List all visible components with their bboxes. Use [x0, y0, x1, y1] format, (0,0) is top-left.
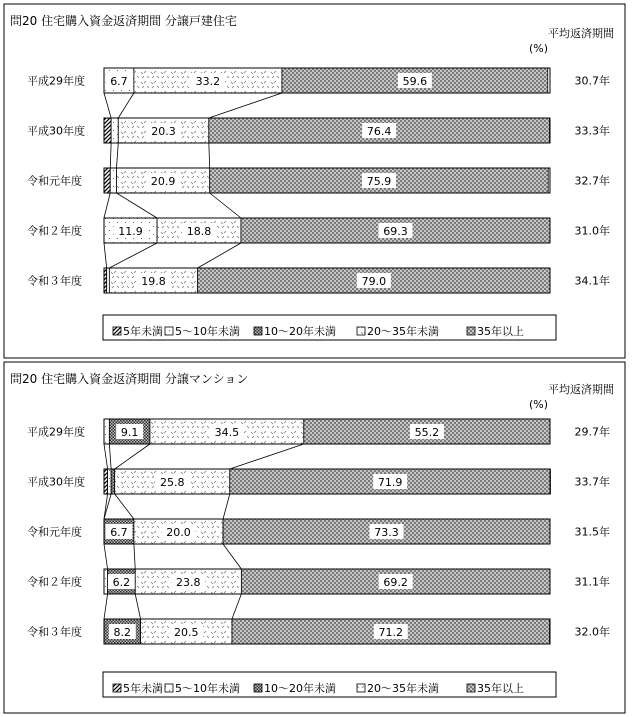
- connector-line: [135, 594, 140, 619]
- connector-line: [109, 243, 157, 268]
- bar-segment: [110, 168, 116, 193]
- legend-swatch: [467, 684, 475, 692]
- bar-segment: [107, 268, 110, 293]
- data-label: 9.1: [120, 426, 139, 439]
- legend-label: 5年未満: [123, 682, 163, 695]
- connector-line: [104, 93, 111, 118]
- legend-label: 10～20年未満: [264, 325, 336, 338]
- data-label: 8.2: [113, 626, 132, 639]
- connector-line: [116, 143, 118, 168]
- connector-line: [209, 143, 210, 168]
- connector-line: [115, 494, 134, 519]
- connector-line: [116, 193, 157, 218]
- average-value: 33.7年: [574, 475, 610, 489]
- legend-label: 20～35年未満: [367, 682, 439, 695]
- chart-title: 問20 住宅購入資金返済期間 分譲戸建住宅: [10, 14, 237, 28]
- average-value: 29.7年: [574, 425, 610, 439]
- category-label: 平成29年度: [27, 425, 85, 439]
- data-label: 23.8: [176, 576, 201, 589]
- bar-segment: [104, 118, 111, 143]
- average-value: 30.7年: [574, 74, 610, 88]
- connector-line: [115, 444, 150, 469]
- category-label: 令和元年度: [27, 174, 82, 188]
- legend-swatch: [467, 327, 475, 335]
- unit-label: (%): [528, 398, 548, 411]
- bar-segment: [104, 569, 108, 594]
- legend-swatch: [357, 684, 365, 692]
- connector-line: [109, 444, 111, 469]
- average-value: 34.1年: [574, 274, 610, 288]
- legend-swatch: [113, 684, 121, 692]
- connector-line: [223, 544, 241, 569]
- bar-segment: [111, 118, 118, 143]
- data-label: 73.3: [374, 526, 399, 539]
- legend-label: 35年以上: [477, 325, 524, 338]
- data-label: 18.8: [186, 225, 212, 238]
- connector-line: [104, 494, 111, 519]
- legend-swatch: [254, 684, 262, 692]
- average-header: 平均返済期間: [548, 27, 614, 40]
- bar-group: [27, 419, 610, 644]
- data-label: 55.2: [414, 426, 440, 439]
- legend-swatch: [165, 684, 173, 692]
- data-label: 71.9: [377, 476, 403, 489]
- average-value: 31.5年: [574, 525, 610, 539]
- category-label: 令和３年度: [27, 625, 82, 639]
- legend: [113, 681, 524, 695]
- data-label: 34.5: [214, 426, 240, 439]
- category-label: 令和２年度: [27, 575, 82, 589]
- data-label: 6.2: [112, 576, 131, 589]
- data-label: 19.8: [141, 275, 166, 288]
- data-label: 11.9: [118, 225, 143, 238]
- average-value: 31.1年: [574, 575, 610, 589]
- connector-line: [209, 93, 282, 118]
- connector-line: [232, 594, 241, 619]
- average-value: 32.7年: [574, 174, 610, 188]
- legend-swatch: [254, 327, 262, 335]
- data-label: 79.0: [361, 275, 387, 288]
- category-label: 令和２年度: [27, 224, 82, 238]
- average-value: 32.0年: [574, 625, 610, 639]
- category-label: 平成30年度: [27, 124, 85, 138]
- connector-line: [118, 93, 134, 118]
- category-label: 令和元年度: [27, 525, 82, 539]
- data-label: 69.2: [383, 576, 408, 589]
- connector-line: [223, 494, 230, 519]
- data-label: 75.9: [366, 175, 392, 188]
- connector-line: [104, 243, 107, 268]
- unit-label: (%): [528, 42, 548, 55]
- connector-line: [104, 544, 108, 569]
- bar-group: [27, 68, 610, 293]
- connector-line: [104, 444, 108, 469]
- data-label: 20.3: [151, 125, 176, 138]
- data-label: 33.2: [195, 75, 221, 88]
- legend-label: 35年以上: [477, 682, 524, 695]
- data-label: 59.6: [402, 75, 428, 88]
- connector-line: [104, 193, 110, 218]
- connector-line: [104, 494, 108, 519]
- data-label: 20.0: [166, 526, 191, 539]
- category-label: 令和３年度: [27, 274, 82, 288]
- connector-line: [210, 193, 241, 218]
- panel-condominium: [4, 362, 625, 713]
- legend-label: 10～20年未満: [264, 682, 336, 695]
- legend-swatch: [113, 327, 121, 335]
- legend-label: 5年未満: [123, 325, 163, 338]
- average-value: 31.0年: [574, 224, 610, 238]
- legend-label: 20～35年未満: [367, 325, 439, 338]
- legend-swatch: [165, 327, 173, 335]
- data-label: 6.7: [110, 75, 128, 88]
- connector-line: [134, 544, 135, 569]
- connector-line: [230, 444, 304, 469]
- legend-swatch: [357, 327, 365, 335]
- connector-line: [104, 594, 108, 619]
- connector-line: [110, 143, 111, 168]
- data-label: 6.7: [110, 526, 128, 539]
- bar-segment: [104, 419, 109, 444]
- legend-label: 5～10年未満: [175, 325, 240, 338]
- legend: [113, 324, 524, 338]
- data-label: 76.4: [366, 125, 392, 138]
- data-label: 20.9: [150, 175, 176, 188]
- connector-line: [198, 243, 241, 268]
- bar-segment: [111, 469, 115, 494]
- category-label: 平成30年度: [27, 475, 85, 489]
- panel-detached-house: [4, 4, 625, 358]
- data-label: 71.2: [378, 626, 404, 639]
- average-value: 33.3年: [574, 124, 610, 138]
- bar-segment: [108, 469, 112, 494]
- chart-title: 問20 住宅購入資金返済期間 分譲マンション: [10, 372, 249, 386]
- data-label: 69.3: [383, 225, 408, 238]
- average-header: 平均返済期間: [548, 383, 614, 396]
- category-label: 平成29年度: [27, 74, 85, 88]
- data-label: 25.8: [159, 476, 185, 489]
- bar-segment: [104, 469, 108, 494]
- bar-segment: [104, 168, 110, 193]
- legend-label: 5～10年未満: [175, 682, 240, 695]
- data-label: 20.5: [174, 626, 199, 639]
